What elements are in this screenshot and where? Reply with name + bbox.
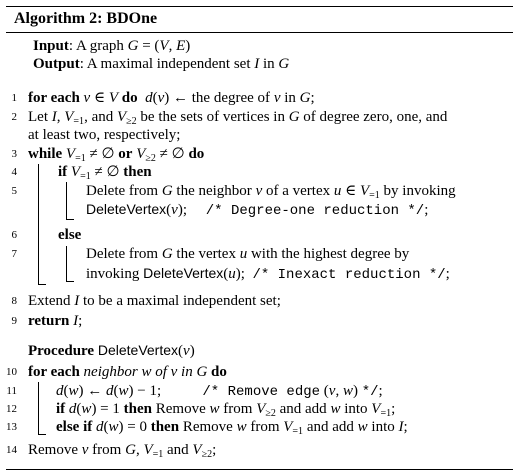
line-number: 9 xyxy=(11,315,17,327)
line-number: 1 xyxy=(11,92,17,104)
code-line-8: Extend I to be a maximal independent set; xyxy=(28,293,281,309)
algorithm-title: Algorithm 2: BDOne xyxy=(14,10,158,27)
line-number: 5 xyxy=(11,185,17,197)
line-number: 14 xyxy=(6,444,17,456)
code-line-4: if $V_{=1}$ ≠ ∅ then xyxy=(58,164,152,182)
code-line-9: return I; xyxy=(28,313,83,329)
for-scope-end xyxy=(38,434,46,435)
code-line-11: d(w) ← d(w) − 1; /* Remove edge (v, w) */; xyxy=(56,383,383,400)
line-number: 4 xyxy=(11,166,17,178)
code-line-2-cont: at least two, respectively; xyxy=(28,127,181,143)
line-number: 2 xyxy=(11,111,17,123)
line-number: 13 xyxy=(6,421,17,433)
while-scope-end xyxy=(38,284,46,285)
while-scope-bar xyxy=(38,164,39,284)
output-line: Output: A maximal independent set I in G xyxy=(33,56,290,72)
if-scope-end xyxy=(66,219,74,220)
line-number: 3 xyxy=(11,148,17,160)
line-number: 11 xyxy=(6,385,17,397)
code-line-6: else xyxy=(58,227,82,243)
code-line-2: Let I, $V_{=1}$, and $V_{\ge 2}$ be the sets of vertices in G of degree zero, one, and xyxy=(28,109,448,127)
code-line-14: Remove v from G, $V_{=1}$ and $V_{\ge 2}$; xyxy=(28,442,217,460)
procedure-header: Procedure DeleteVertex(v) xyxy=(28,342,195,359)
code-line-13: else if d(w) = 0 then Remove w from $V_{=1}$ and add w into I; xyxy=(56,419,408,437)
algorithm-header xyxy=(6,6,513,33)
code-line-7-cont: invoking DeleteVertex(u); /* Inexact reduction */; xyxy=(86,265,450,283)
if-scope-bar xyxy=(66,182,67,219)
line-number: 7 xyxy=(11,248,17,260)
code-line-5: Delete from G the neighbor v of a vertex u ∈ $V_{=1}$ by invoking xyxy=(86,183,456,201)
line-number: 6 xyxy=(11,229,17,241)
code-line-5-cont: DeleteVertex(v); /* Degree-one reduction */; xyxy=(86,201,429,219)
code-line-3: while $V_{=1}$ ≠ ∅ or $V_{\ge 2}$ ≠ ∅ do xyxy=(28,146,205,164)
code-line-7: Delete from G the vertex u with the highest degree by xyxy=(86,246,410,262)
else-scope-end xyxy=(66,281,74,282)
line-number: 12 xyxy=(6,403,17,415)
for-scope-bar xyxy=(38,382,39,434)
code-line-1: for each v ∈ V do d(v) ← the degree of v in G; xyxy=(28,90,315,106)
code-line-10: for each neighbor w of v in G do xyxy=(28,364,227,380)
line-number: 10 xyxy=(6,366,17,378)
input-line: Input: A graph G = (V, E) xyxy=(33,38,191,54)
line-number: 8 xyxy=(11,295,17,307)
else-scope-bar xyxy=(66,246,67,281)
code-line-12: if d(w) = 1 then Remove w from $V_{\ge 2}$ and add w into $V_{=1}$; xyxy=(56,401,396,419)
